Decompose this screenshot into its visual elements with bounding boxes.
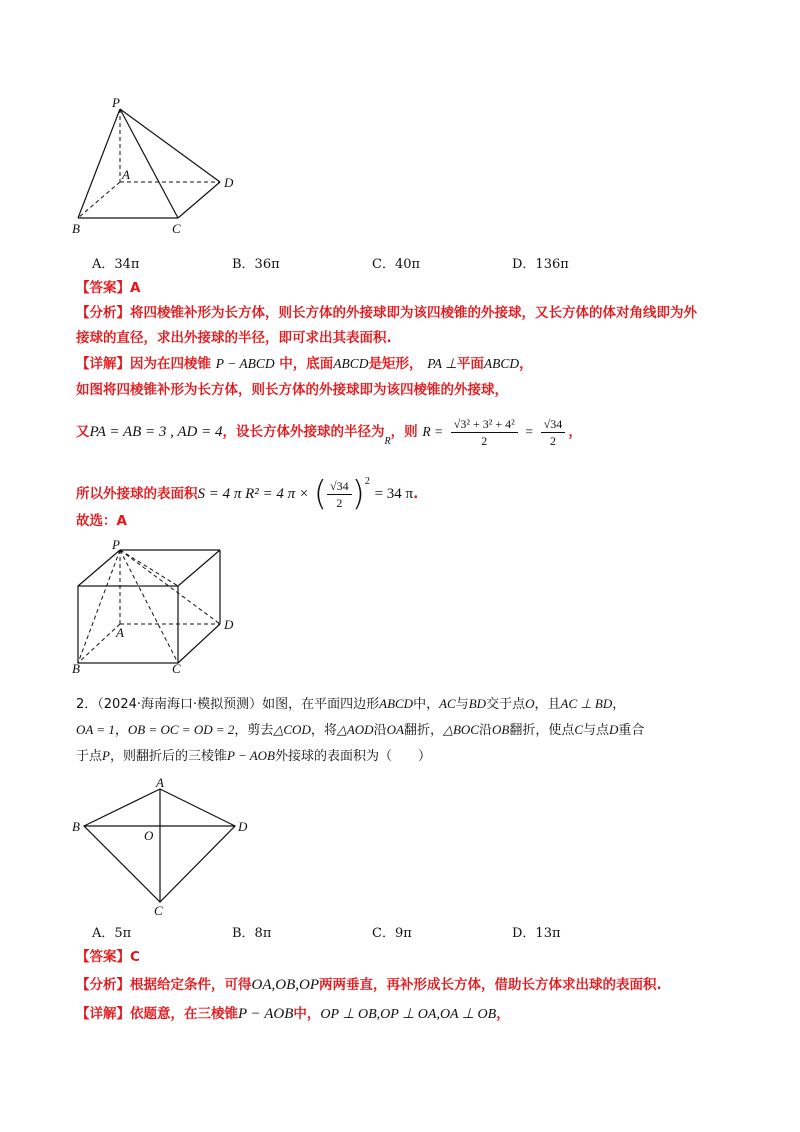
- vertex-label-d: D: [238, 819, 248, 834]
- vertex-label-b: B: [72, 819, 80, 834]
- quadrilateral-figure: [70, 778, 260, 918]
- q1-analysis-2: 接球的直径，求出外接球的半径，即可求出其表面积.: [76, 330, 392, 346]
- vertex-label-p: P: [112, 95, 120, 110]
- choice-c[interactable]: C．40π: [372, 257, 421, 272]
- vertex-label-c: C: [172, 661, 181, 675]
- choice-c[interactable]: C．9π: [372, 926, 412, 941]
- choice-a[interactable]: A．34π: [92, 257, 140, 272]
- vertex-label-c: C: [172, 221, 181, 236]
- q2-stem-3: 于点P，则翻折后的三棱锥P − AOB外接球的表面积为（ ）: [76, 748, 432, 764]
- vertex-label-d: D: [224, 617, 234, 632]
- vertex-label-c: C: [154, 903, 163, 918]
- q2-answer: 【答案】C: [76, 949, 140, 965]
- q1-final: 故选：A: [76, 513, 127, 529]
- choice-b[interactable]: B．8π: [232, 926, 272, 941]
- q1-answer: 【答案】A: [76, 280, 141, 296]
- q2-stem-1: 2．（2024·海南海口·模拟预测）如图，在平面四边形ABCD中，AC与BD交于点O，且AC ⊥ BD，: [76, 696, 626, 712]
- q1-detail-3: 又PA = AB = 3 , AD = 4，设长方体外接球的半径为$_R$，则 R = $\frac{\text{√3² + 3² + 4²}}{2}$ = $\frac{√34}{2}$ ，: [76, 416, 582, 448]
- vertex-label-b: B: [72, 221, 80, 236]
- q1-choices: [92, 253, 652, 272]
- vertex-label-d: D: [224, 175, 234, 190]
- q1-analysis-1: 【分析】将四棱锥补形为长方体，则长方体的外接球即为该四棱锥的外接球，又长方体的体对角线即为外: [76, 305, 697, 321]
- box-figure: [70, 540, 250, 675]
- vertex-label-a: A: [122, 167, 130, 182]
- choice-d[interactable]: D．13π: [512, 926, 561, 941]
- pyramid-figure: [70, 95, 250, 240]
- choice-a[interactable]: A．5π: [92, 926, 132, 941]
- q2-choices: [92, 922, 652, 941]
- choice-b[interactable]: B．36π: [232, 257, 280, 272]
- q2-stem-2: OA = 1，OB = OC = OD = 2，剪去△COD，将△AOD沿OA翻折，△BOC沿OB翻折，使点C与点D重合: [76, 722, 645, 738]
- choice-d[interactable]: D．136π: [512, 257, 569, 272]
- vertex-label-b: B: [72, 661, 80, 675]
- q2-analysis: 【分析】根据给定条件，可得OA,OB,OP两两垂直，再补形成长方体，借助长方体求出球的表面积.: [76, 977, 662, 993]
- q1-detail-2: 如图将四棱锥补形为长方体，则长方体的外接球即为该四棱锥的外接球，: [76, 382, 508, 398]
- q1-detail-1: 【详解】因为在四棱锥 P − ABCD 中，底面ABCD是矩形， PA ⊥平面ABCD，: [76, 356, 533, 372]
- vertex-label-p: P: [112, 540, 120, 552]
- vertex-label-a: A: [156, 778, 164, 790]
- vertex-label-a: A: [116, 625, 124, 640]
- vertex-label-o: O: [144, 828, 154, 843]
- q2-detail: 【详解】依题意，在三棱锥P − AOB中，OP ⊥ OB,OP ⊥ OA,OA ⊥ OB，: [76, 1006, 510, 1022]
- q1-detail-4: 所以外接球的表面积S = 4 π R² = 4 π × ( $\frac{√34}{2}$ )$^2$ = 34 π.: [76, 474, 419, 514]
